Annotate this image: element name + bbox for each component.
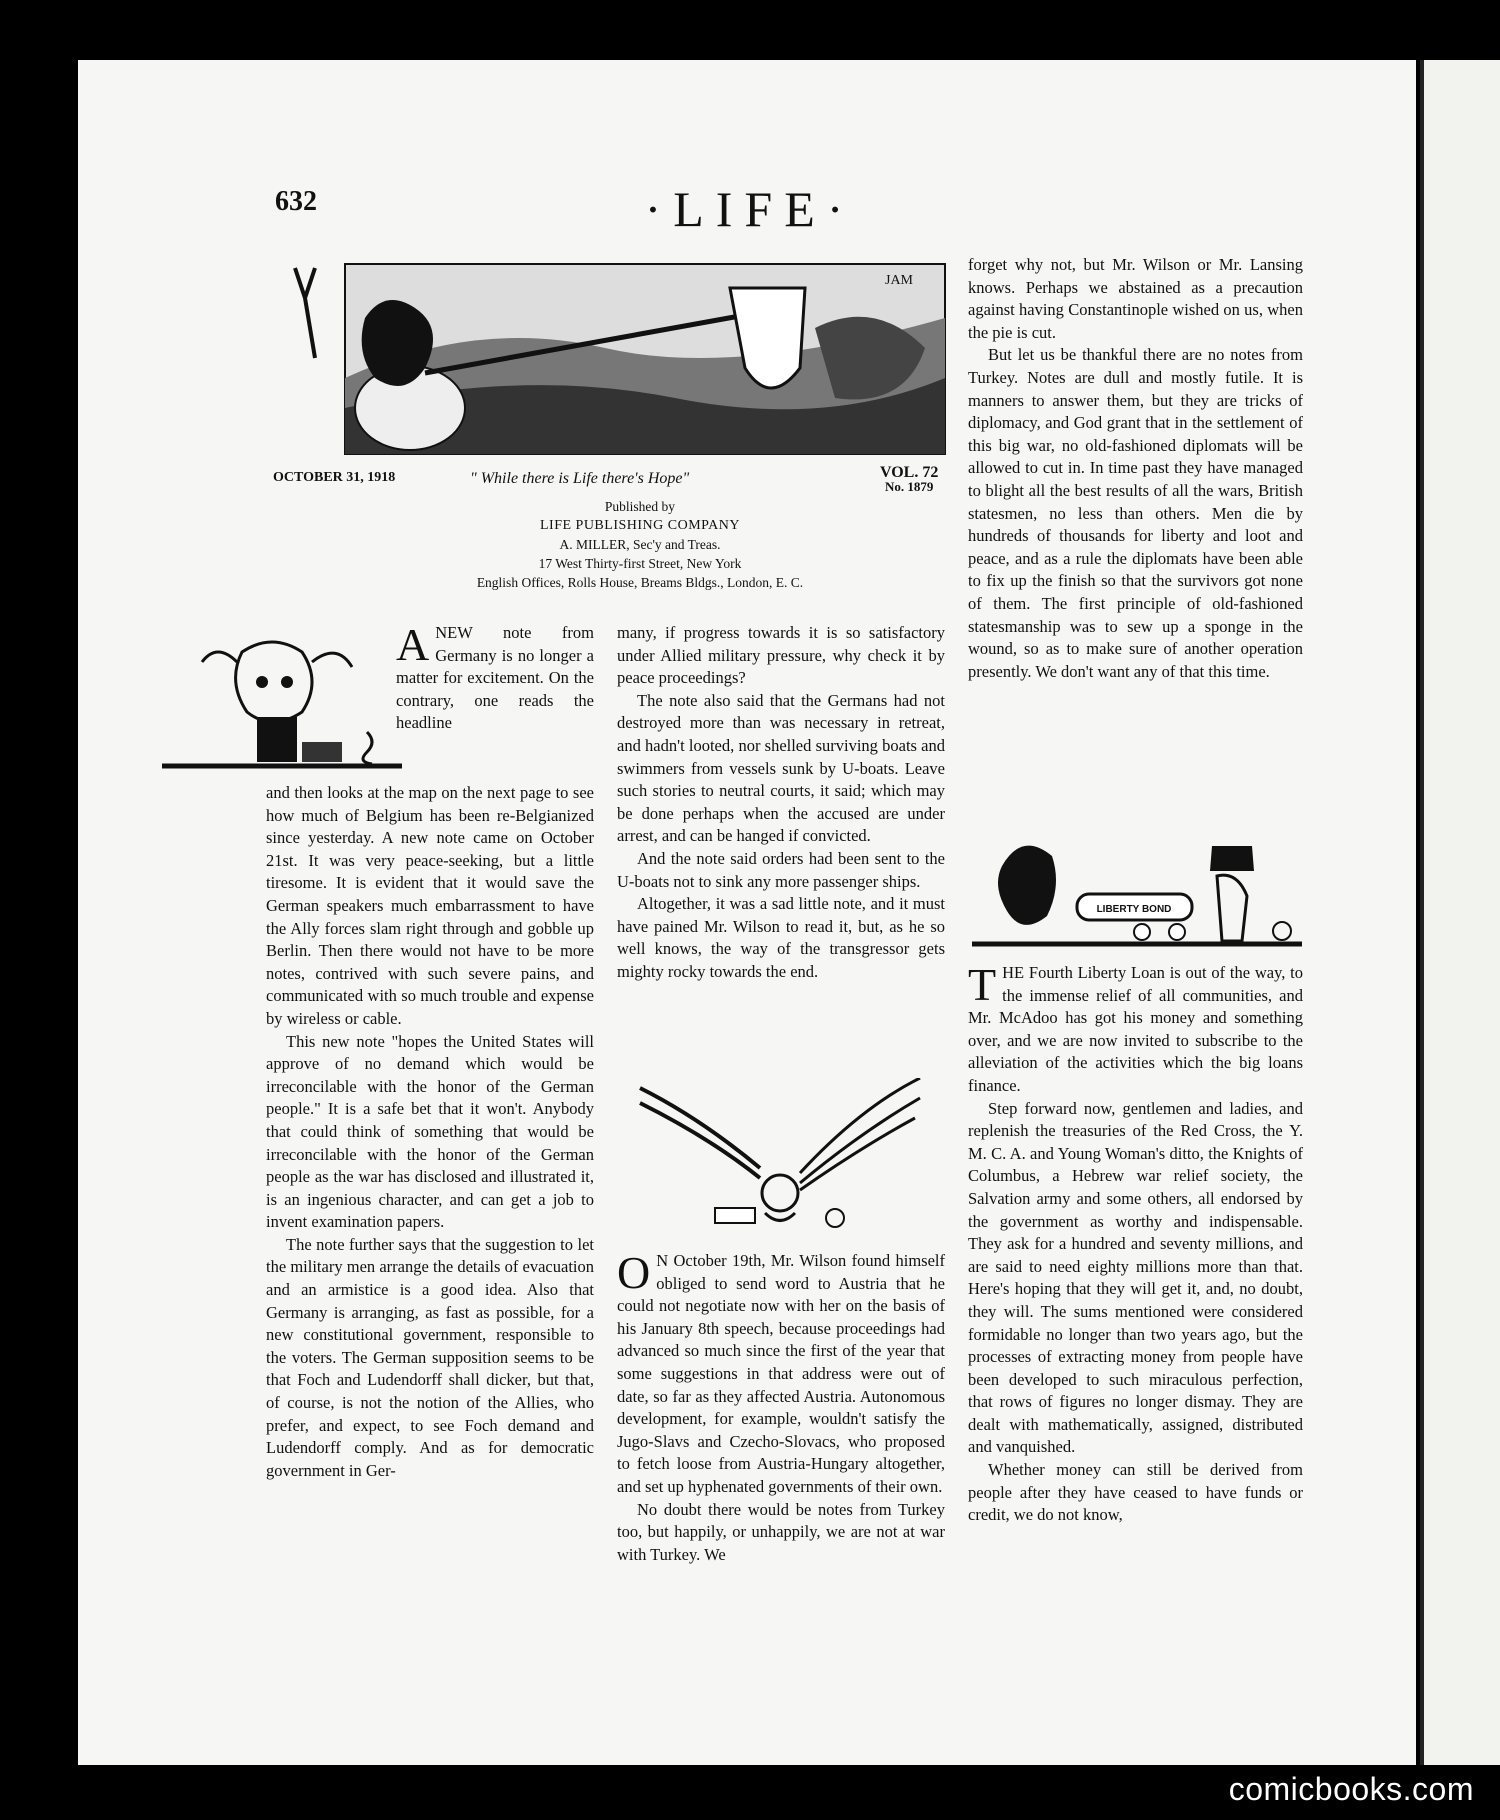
- paragraph: The note further says that the suggestion to let the military men arrange the details of evacuation and an armistice is a good idea. Also that Germany is arranging, as fast as possible, for a new constitutional government, responsible to the voters. The German supposition seems to be that Foch and Ludendorff shall dicker, but that, of course, is not the notion of the Allies, who prefer, and expect, to see Foch demand and Ludendorff comply. And as for democratic government in Ger-: [266, 1234, 594, 1480]
- paragraph: HE Fourth Liberty Loan is out of the way, to the immense relief of all communities, and Mr. McAdoo has got his money and something over, and we are now invited to subscribe to the alleviation of the activities which the big loans finance.: [968, 963, 1303, 1095]
- column-2-lower: [617, 1247, 945, 1566]
- paragraph: Altogether, it was a sad little note, and it must have pained Mr. Wilson to read it, but, as he so well knows, the way of the transgressor gets mighty rocky towards the end.: [617, 894, 945, 981]
- paragraph: And the note said orders had been sent to the U-boats not to sink any more passenger ships.: [617, 848, 945, 891]
- column-1-intro: [396, 619, 594, 735]
- publisher-block: [390, 497, 890, 592]
- column-2: [617, 622, 945, 984]
- banner-signature: JAM: [885, 273, 914, 288]
- paragraph: N October 19th, Mr. Wilson found himself obliged to send word to Austria that he could not negotiate now with her on the basis of his January 8th speech, because proceedings had advanced so much since the first of the year that some suggestions in that address were out of date, so far as they affected Austria. Autonomous development, for example, wouldn't satisfy the Jugo-Slavs and Czecho-Slovacs, who proposed to fetch loose from Austria-Hungary altogether, and set up hyphenated governments of their own.: [617, 1251, 945, 1496]
- paragraph: This new note "hopes the United States will approve of no demand which would be irreconcilable with the honor of the German people." It is a safe bet that it won't. Anybody that could think of something that would be irreconcilable with the honor of the German people as the war has disclosed and illustrated it, is an ingenious character, and can get a job to invent examination papers.: [266, 1031, 594, 1232]
- paragraph: But let us be thankful there are no notes from Turkey. Notes are dull and mostly futile. It is manners to answer them, but they are tricks of diplomacy, and God grant that in the settlement of this big war, no old-fashioned diplomats will be allowed to cut in. In time past they have managed to blight all the best results of all the wars, British statesmen, no less than others. Men die by hundreds of thousands for liberty and loot and peace, and as a rule the diplomats have been able to fix up the finish so that the survivors got none of them. The first principle of old-fashioned statesmanship was to sew up a sponge in the wound, so as to make sure of another operation presently. We don't want any of that this time.: [968, 345, 1303, 681]
- eagle-illustration: [620, 1078, 940, 1238]
- paragraph: many, if progress towards it is so satisfactory under Allied military pressure, why check it by peace proceedings?: [617, 623, 945, 688]
- issue-number: No. 1879: [884, 479, 934, 494]
- volume-number: [880, 466, 938, 494]
- drop-cap: O: [617, 1247, 651, 1298]
- bond-label: LIBERTY BOND: [1096, 904, 1172, 915]
- kaiser-typewriter-illustration: [162, 632, 402, 782]
- drop-cap: T: [968, 959, 997, 1010]
- liberty-bond-illustration: [972, 826, 1302, 956]
- publisher-line: English Offices, Rolls House, Breams Bldgs., London, E. C.: [476, 575, 804, 590]
- paragraph: Step forward now, gentlemen and ladies, and replenish the treasuries of the Red Cross, the Y. M. C. A. and Young Woman's ditto, the Knights of Columbus, a Hebrew war relief society, the Salvation army and some others, all endorsed by the government as worthy and indispensable. They ask for a hundred and seventy millions, and are said to need eighty millions more than that. Here's hoping that they will get it, and, no doubt, they will. The sums mentioned were considered formidable no longer than two years ago, but the processes of extracting money from people have been developed to such miraculous perfection, that rows of figures no longer dismay. They are dealt with mathematically, assigned, distributed and vanquished.: [968, 1098, 1303, 1457]
- paragraph: forget why not, but Mr. Wilson or Mr. Lansing knows. Perhaps we abstained as a precaution against having Constantinople wished on us, when the pie is cut.: [968, 255, 1303, 342]
- publisher-line: A. MILLER, Sec'y and Treas.: [559, 537, 721, 552]
- watermark: comicbooks.com: [1228, 1771, 1474, 1807]
- volume-label: VOL. 72: [880, 464, 939, 481]
- drop-cap: A: [396, 619, 430, 670]
- facing-page-edge: [1420, 60, 1500, 1765]
- issue-date: OCTOBER 31, 1918: [273, 470, 396, 485]
- publisher-line: 17 West Thirty-first Street, New York: [538, 556, 742, 571]
- paragraph: The note also said that the Germans had not destroyed more than was necessary in retreat, and hadn't looted, nor shelled surviving boats and swimmers from vessels sunk by U-boats. Leave such stories to neutral courts, it said; which may be done perhaps when the accused are under arrest, and can be hanged if convicted.: [617, 690, 945, 846]
- paragraph: No doubt there would be notes from Turkey too, but happily, or unhappily, we are not at war with Turkey. We: [617, 1499, 945, 1564]
- publisher-line: LIFE PUBLISHING COMPANY: [539, 518, 740, 533]
- paragraph: Whether money can still be derived from people after they have ceased to have funds or credit, we do not know,: [968, 1460, 1303, 1525]
- masthead-title: ·LIFE·: [644, 181, 856, 237]
- intro-text: NEW note from Germany is no longer a matter for excitement. On the contrary, one reads the headline: [396, 623, 594, 733]
- masthead-banner-illustration: [275, 258, 950, 458]
- motto: " While there is Life there's Hope": [470, 470, 690, 487]
- column-3: [968, 254, 1303, 683]
- page-number: 632: [275, 186, 317, 217]
- publisher-line: Published by: [604, 499, 676, 514]
- column-1: [266, 782, 594, 1482]
- column-3-lower: [968, 959, 1303, 1527]
- paragraph: and then looks at the map on the next page to see how much of Belgium has been re-Belgianized since yesterday. A new note came on October 21st. It was very peace-seeking, but a little tiresome. It is evident that it would save the German speakers much embarrassment to have the Ally forces slam right through and gobble up Berlin. Then there would not have to be more notes, contrived with such severe pains, and communicated with so much trouble and expense by wireless or cable.: [266, 783, 594, 1028]
